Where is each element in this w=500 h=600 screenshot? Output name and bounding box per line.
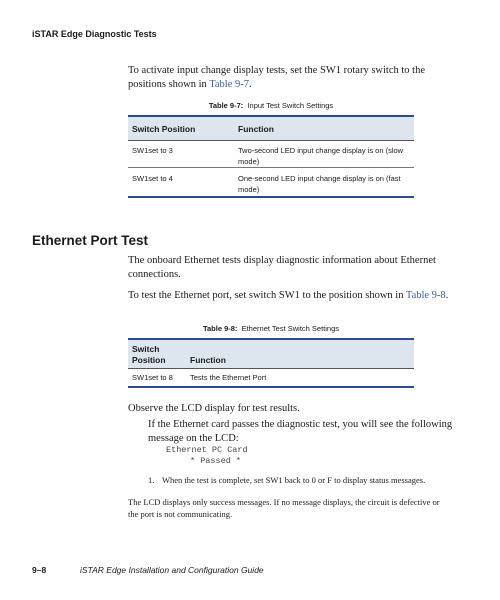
table-9-8-header-row [128,340,414,369]
lcd-message-line-1: Ethernet PC Card [166,445,248,455]
ethernet-instructions-paragraph [128,289,468,303]
intro-text: To activate input change display tests, set the SW1 rotary switch to the positions shown in [128,65,425,90]
ethernet-instructions-period: . [445,290,449,301]
table-row [128,141,414,167]
lcd-message-line-2: * Passed * [190,456,242,466]
table-9-8-header-switch-position: Switch Position [132,344,166,365]
table-9-7-caption-label: Table 9-7: [208,101,244,110]
ethernet-instructions-text: To test the Ethernet port, set switch SW1 to the position shown in [128,290,406,301]
table-9-8-caption-label: Table 9-8: [202,324,238,333]
table-9-8-caption [128,324,414,333]
table-9-7-header-switch-position: Switch Position [132,124,196,134]
table-9-8-caption-title: Ethernet Test Switch Settings [241,324,340,333]
table-cell-function: One-second LED input change display is on (fast mode) [238,174,401,194]
table-cell-function: Tests the Ethernet Port [190,373,267,382]
footer-guide-title: iSTAR Edge Installation and Configuration Guide [80,565,264,575]
table-9-7-header-row [128,117,414,141]
table-row [128,167,414,196]
table-9-8-link[interactable]: Table 9-8 [405,290,446,301]
table-cell-switch: SW1set to 8 [132,373,173,382]
table-9-7-link[interactable]: Table 9-7 [209,79,249,90]
intro-paragraph [128,64,458,92]
table-9-8 [128,338,414,388]
table-9-7-caption [128,101,414,110]
table-row [128,369,414,386]
running-header: iSTAR Edge Diagnostic Tests [32,29,157,39]
table-9-7-header-function: Function [238,124,274,134]
section-heading: Ethernet Port Test [32,233,149,248]
lcd-message [166,445,248,467]
table-9-7-caption-title: Input Test Switch Settings [247,101,334,110]
table-cell-switch: SW1set to 3 [132,146,173,155]
step-text: When the test is complete, set SW1 back to 0 or F to display status messages. [162,475,426,485]
step-number: 1. [148,475,155,485]
table-9-8-header-function: Function [190,355,226,365]
closing-paragraph: The LCD displays only success messages. If no message displays, the circuit is defective or the port is not communicating. [128,497,440,519]
table-9-7 [128,115,414,198]
intro-period: . [249,79,252,90]
ethernet-intro-paragraph: The onboard Ethernet tests display diagnostic information about Ethernet connections. [128,255,436,280]
footer-page-number: 9–8 [32,565,47,575]
table-cell-switch: SW1set to 4 [132,174,173,183]
table-cell-function: Two-second LED input change display is on (slow mode) [238,146,404,166]
ethernet-pass-paragraph: If the Ethernet card passes the diagnostic test, you will see the following message on the LCD: [148,419,453,444]
observe-paragraph: Observe the LCD display for test results. [128,403,300,414]
